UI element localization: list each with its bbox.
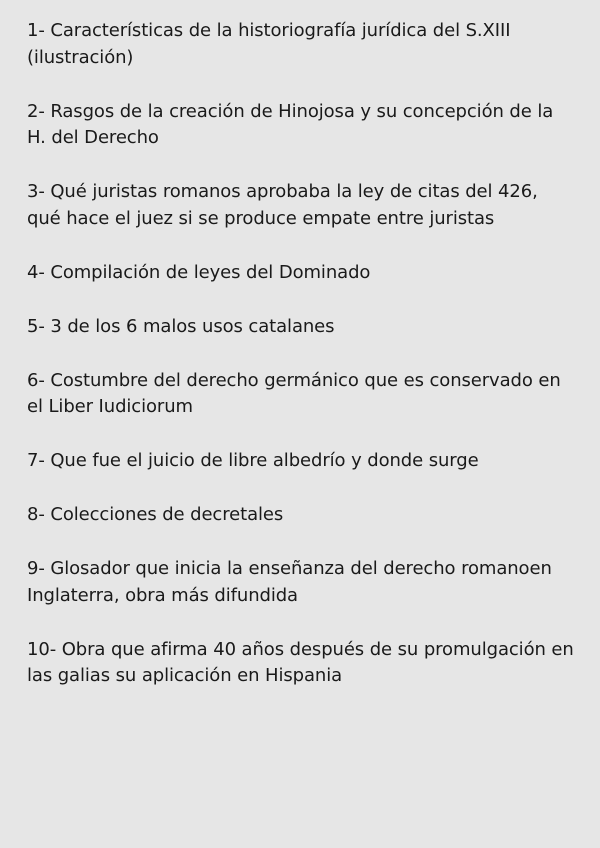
question-item: 10- Obra que afirma 40 años después de su promulgación en las galias su aplicación en Hispania: [27, 638, 574, 686]
question-item: 7- Que fue el juicio de libre albedrío y donde surge: [27, 450, 479, 471]
question-item: 3- Qué juristas romanos aprobaba la ley de citas del 426, qué hace el juez si se produce empate entre juristas: [27, 181, 538, 229]
question-item: 9- Glosador que inicia la enseñanza del derecho romanoen Inglaterra, obra más difundida: [27, 558, 552, 606]
question-item: 1- Características de la historiografía jurídica del S.XIII (ilustración): [27, 20, 511, 68]
question-item: 6- Costumbre del derecho germánico que es conservado en el Liber Iudiciorum: [27, 369, 561, 417]
question-item: 5- 3 de los 6 malos usos catalanes: [27, 315, 335, 337]
question-item: 4- Compilación de leyes del Dominado: [27, 261, 371, 283]
question-item: 8- Colecciones de decretales: [27, 504, 284, 525]
question-list: [27, 18, 575, 717]
question-item: 2- Rasgos de la creación de Hinojosa y su concepción de la H. del Derecho: [27, 100, 554, 148]
